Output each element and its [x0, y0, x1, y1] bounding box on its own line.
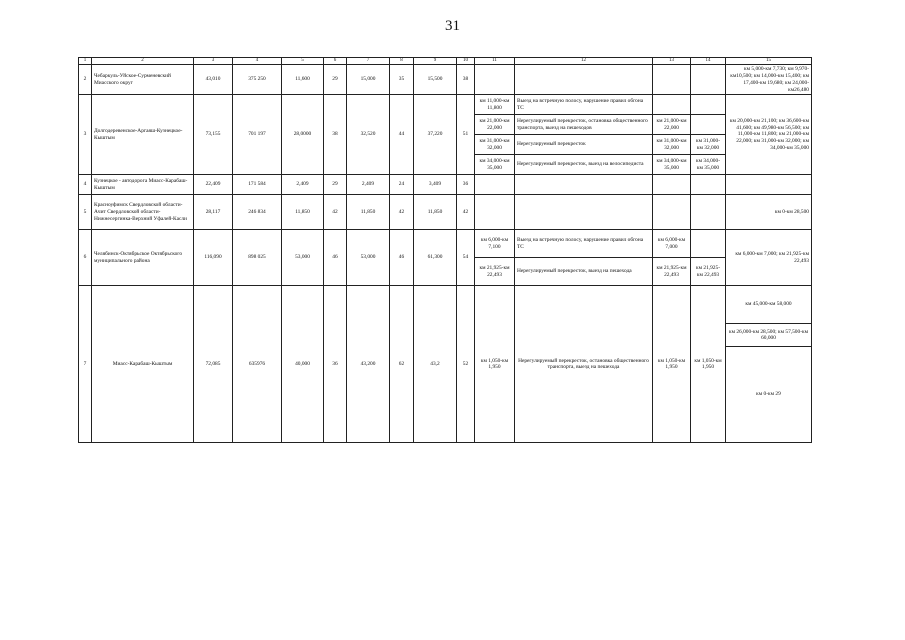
table-cell: 53,000 — [347, 230, 390, 286]
table-cell: 42 — [324, 195, 347, 230]
table-cell — [653, 195, 691, 230]
table-cell: км 5,000-км 7,730; км 9,970-км10,500; км 14,000-км 15,400; км 17,400-км 19,680; км 24,000-км26,480 — [726, 65, 812, 95]
table-cell — [515, 65, 653, 95]
road-name: Красноуфимск Свердловской области-Ачит Свердловской области-Нижнесергинка-Верхний Уфалей-Касли — [92, 195, 194, 230]
table-cell — [653, 175, 691, 195]
table-cell: 44 — [390, 95, 414, 175]
road-name: Миасс-Карабаш-Кыштым — [92, 286, 194, 443]
table-cell: км 34,000-км 35,000 — [653, 155, 691, 175]
table-cell: км 1,050-км 1,950 — [475, 286, 515, 443]
table-cell: 635976 — [233, 286, 282, 443]
table-cell: 52 — [457, 286, 475, 443]
table-cell: км 1,050-км 1,950 — [653, 286, 691, 443]
table-cell: 246 834 — [233, 195, 282, 230]
table-cell: км 11,000-км 11,800 — [475, 95, 515, 115]
column-header: 2 — [92, 58, 194, 65]
row-number: 5 — [79, 195, 92, 230]
table-cell: 11,600 — [282, 65, 324, 95]
table-cell: 701 197 — [233, 95, 282, 175]
column-header: 13 — [653, 58, 691, 65]
table-cell: 42 — [457, 195, 475, 230]
table-cell: 54 — [457, 230, 475, 286]
table-cell — [691, 195, 726, 230]
column-header: 3 — [194, 58, 233, 65]
table-row — [79, 95, 812, 115]
table-cell: км 21,000-км 22,000 — [475, 115, 515, 135]
row-number: 4 — [79, 175, 92, 195]
table-cell: 73,155 — [194, 95, 233, 175]
table-cell: 35 — [390, 65, 414, 95]
row-number: 3 — [79, 95, 92, 175]
table-cell: 46 — [390, 230, 414, 286]
column-header: 10 — [457, 58, 475, 65]
table-cell: км 6,000-км 7,000 — [653, 230, 691, 258]
page-number: 31 — [445, 18, 460, 34]
table-cell: 53,000 — [282, 230, 324, 286]
table-cell: км 0-км 28,500 — [726, 195, 812, 230]
table-cell: км 31,000-км 32,000 — [475, 135, 515, 155]
table-cell: 2,409 — [282, 175, 324, 195]
table-cell: Нерегулируемый перекресток, остановка общественного транспорта, выезд на пешехода — [515, 286, 653, 443]
table-cell: Нерегулируемый перекресток — [515, 135, 653, 155]
column-header: 5 — [282, 58, 324, 65]
table-cell: 11,850 — [282, 195, 324, 230]
table-cell: 898 025 — [233, 230, 282, 286]
column-header: 1 — [79, 58, 92, 65]
table-cell: 15,500 — [414, 65, 457, 95]
table-cell: км 21,925-км 22,493 — [691, 258, 726, 286]
table-cell: 15,000 — [347, 65, 390, 95]
column-header: 9 — [414, 58, 457, 65]
table-cell — [691, 65, 726, 95]
table-cell: км 1,050-км 1,950 — [691, 286, 726, 443]
table-cell: Выезд на встречную полосу, нарушение правил обгона ТС — [515, 230, 653, 258]
road-safety-table — [78, 57, 812, 443]
table-cell — [475, 195, 515, 230]
table-cell: 37,220 — [414, 95, 457, 175]
table-cell: 40,000 — [282, 286, 324, 443]
table-cell: 36 — [324, 286, 347, 443]
table-cell — [691, 230, 726, 258]
table-row — [79, 175, 812, 195]
table-cell: 22,409 — [194, 175, 233, 195]
column-header: 15 — [726, 58, 812, 65]
table-row — [79, 286, 812, 324]
table-cell: 3,409 — [414, 175, 457, 195]
column-header: 11 — [475, 58, 515, 65]
table-cell: Нерегулируемый перекресток, остановка общественного транспорта, выезд на пешеходов — [515, 115, 653, 135]
table-cell: 32,520 — [347, 95, 390, 175]
road-name: Чебаркуль-Уйское-Сурменевский Миасского округ — [92, 65, 194, 95]
road-name: Долгодеревенское-Аргаяш-Кузнецкое-Кыштым — [92, 95, 194, 175]
road-name: Челябинск-Октябрьское Октябрьского муниципального района — [92, 230, 194, 286]
table-row — [79, 230, 812, 258]
row-number: 6 — [79, 230, 92, 286]
table-cell: 11,850 — [347, 195, 390, 230]
table-cell: км 45,000-км 58,000 — [726, 286, 812, 324]
table-cell — [726, 175, 812, 195]
table-cell — [691, 115, 726, 135]
table-cell: 28,0000 — [282, 95, 324, 175]
table-cell: Нерегулируемый перекресток, выезд на велосипедиста — [515, 155, 653, 175]
table-cell: км 0-км 29 — [726, 347, 812, 443]
table-cell: 43,200 — [347, 286, 390, 443]
table-cell: км 31,000-км 32,000 — [691, 135, 726, 155]
table-cell — [691, 95, 726, 115]
column-header: 4 — [233, 58, 282, 65]
table-cell — [691, 175, 726, 195]
column-header: 8 — [390, 58, 414, 65]
table-cell — [475, 175, 515, 195]
table-cell: км 34,000-км 35,000 — [475, 155, 515, 175]
column-header: 12 — [515, 58, 653, 65]
table-cell — [475, 65, 515, 95]
table-cell: 11,850 — [414, 195, 457, 230]
table-cell: 375 250 — [233, 65, 282, 95]
table-cell: км 21,925-км 22,493 — [653, 258, 691, 286]
table-cell: км 21,925-км 22,493 — [475, 258, 515, 286]
table-cell: Нерегулируемый перекресток, выезд на пешехода — [515, 258, 653, 286]
table-cell: 29 — [324, 175, 347, 195]
table-cell: 62 — [390, 286, 414, 443]
row-number: 7 — [79, 286, 92, 443]
table-cell: км 6,000-км 7,000; км 21,925-км 22,493 — [726, 230, 812, 286]
table-cell: 38 — [324, 95, 347, 175]
table-cell: 24 — [390, 175, 414, 195]
column-header: 7 — [347, 58, 390, 65]
table-cell: км 6,000-км 7,100 — [475, 230, 515, 258]
column-header: 6 — [324, 58, 347, 65]
table-cell: 116,090 — [194, 230, 233, 286]
table-row — [79, 65, 812, 95]
column-number-row — [79, 58, 812, 65]
table-cell: 51 — [457, 95, 475, 175]
road-name: Кузнецкое - автодорога Миасс-Карабаш-Кыштым — [92, 175, 194, 195]
table-cell: км 34,000-км 35,000 — [691, 155, 726, 175]
table-cell: 46 — [324, 230, 347, 286]
table-cell — [515, 195, 653, 230]
table-cell: км 21,000-км 22,000 — [653, 115, 691, 135]
table-cell: км 31,000-км 32,000 — [653, 135, 691, 155]
table-cell: 72,085 — [194, 286, 233, 443]
table-cell: 2,409 — [347, 175, 390, 195]
table-cell: км 20,000-км 21,100; км 36,600-км 41,600; км 49,980-км 56,500; км 11,000-км 11,800; км 21,000-км 22,000; км 31,000-км 32,000; км 34,000-км 35,000 — [726, 95, 812, 175]
table-cell: 36 — [457, 175, 475, 195]
table-cell — [515, 175, 653, 195]
table-cell: Выезд на встречную полосу, нарушение правил обгона ТС — [515, 95, 653, 115]
table-cell: 43,2 — [414, 286, 457, 443]
table-cell — [653, 95, 691, 115]
table-cell — [653, 65, 691, 95]
table-cell: 38 — [457, 65, 475, 95]
column-header: 14 — [691, 58, 726, 65]
table-cell: 28,117 — [194, 195, 233, 230]
table-row — [79, 195, 812, 230]
row-number: 2 — [79, 65, 92, 95]
table-cell: 61,300 — [414, 230, 457, 286]
table-cell: 171 584 — [233, 175, 282, 195]
table-cell: км 26,000-км 28,500; км 57,500-км 60,000 — [726, 324, 812, 347]
table-cell: 29 — [324, 65, 347, 95]
table-cell: 43,010 — [194, 65, 233, 95]
table-cell: 42 — [390, 195, 414, 230]
